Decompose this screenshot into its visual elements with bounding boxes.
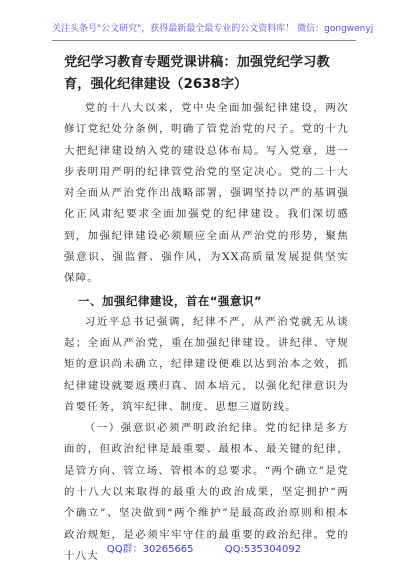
header-text: 关注头条号"公文研究"，获得最新最全最专业的公文资料库！ 微信：gongwenyj [52,24,374,34]
body-paragraph: 党的十八大以来，党中央全面加强纪律建设，两次修订党纪处分条例，明确了管党治党的尺子。党的十九大把纪律建设纳入党的建设总体布局。写入党章，进一步表明用严明的纪律管党治党的坚定决心。党的二十大对全面从严治党作出战略部署，强调坚持以严的基调强化正风肃纪要求全面加强党的纪律建设。我们深切感到，加强纪律建设必须顺应全面从严治党的形势，聚焦强意识、强监督、强作风，为XX高质量发展提供坚实保障。 [64,102,349,285]
footer-qq-group: QQ群：30265665 [106,544,194,555]
document-title: 党纪学习教育专题党课讲稿：加强党纪学习教育，强化纪律建设（2638字） [64,55,330,92]
footer-qq: QQ:535304092 [224,544,302,555]
body-paragraph: （一）强意识必须严明政治纪律。党的纪律是多方面的，但政治纪律是最重要、最根本、最关键的纪律，是管方向、管立场、管根本的总要求。“两个确立”是党的十八大以来取得的最重大的政治成果，坚定拥护“两个确立”、坚决做到“两个维护”是最高政治原则和根本政治规矩，是必须牢牢守住的最重要的政治纪律。党的十八大 [64,422,349,562]
page-footer [0,540,408,555]
document-body [64,52,349,567]
page-header [52,22,374,41]
body-paragraph: 习近平总书记强调，纪律不严，从严治党就无从谈起；全面从严治党，重在加强纪律建设。讲纪律、守规矩的意识尚未确立，纪律建设便难以达到治本之效，抓纪律建设就要返璞归真、固本培元，以强化纪律意识为首要任务，筑牢纪律、制度、思想三道防线。 [64,315,349,413]
section-heading: 一、加强纪律建设，首在“强意识” [78,293,263,308]
